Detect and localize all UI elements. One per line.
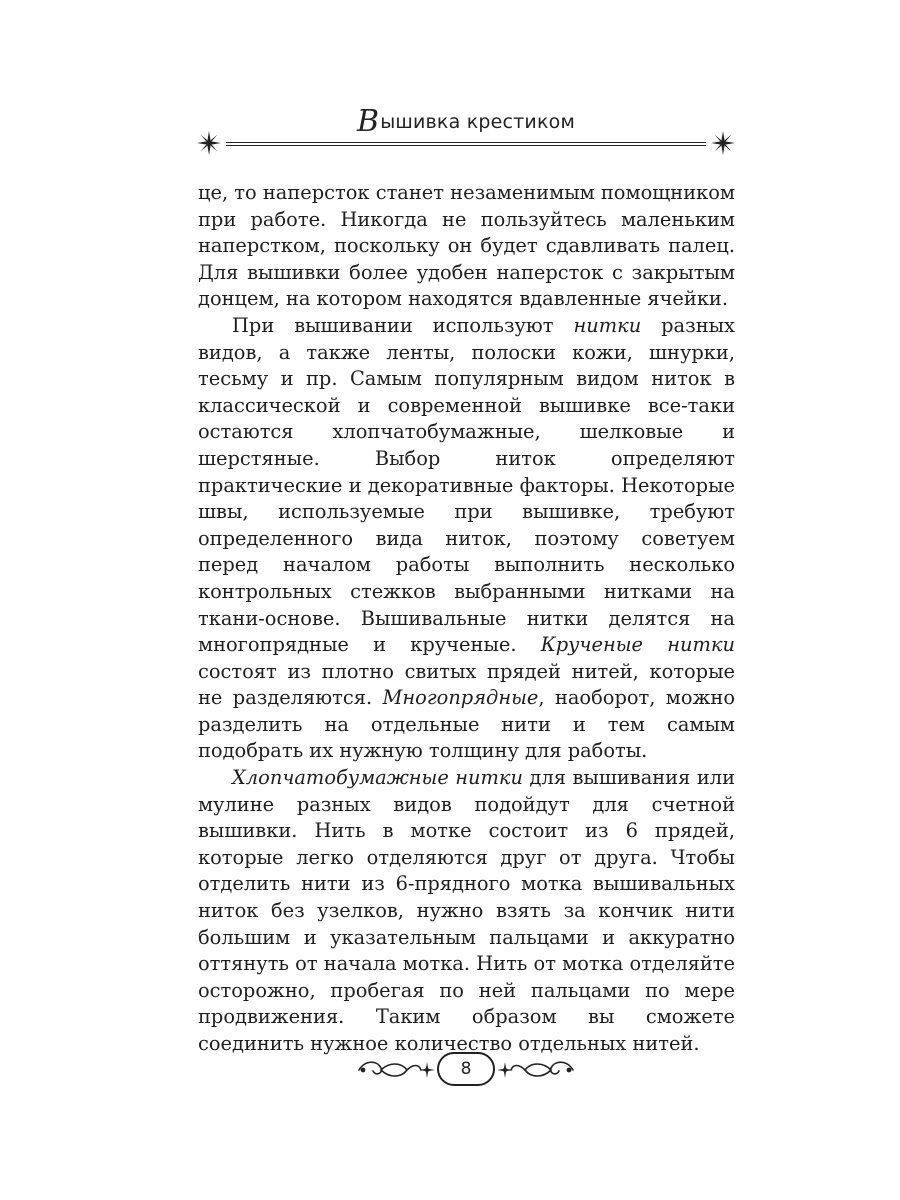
- page-footer: [355, 1048, 577, 1092]
- p2-text: разных видов, а также ленты, полоски кожи, шнурки, тесьму и пр. Самым популярным видом ниток в классической и современной вышивке все-таки остаются хлопчатобумажные, шелковые и шерстяные. Выбор ниток определяют практические и декоративные факторы. Некоторые швы, используемые при вышивке, требуют определенного вида ниток, поэтому советуем перед началом работы выполнить несколько контрольных стежков выбранными нитками на ткани-основе. Вышивальные нитки делятся на многопрядные и крученые.: [198, 313, 735, 657]
- paragraph-3: [198, 765, 735, 1058]
- header-title-initial: В: [356, 104, 380, 139]
- body-text: [198, 180, 735, 1058]
- p2-text: При вышивании используют: [232, 313, 574, 337]
- p2-text: , наоборот, можно разделить на отдельные нити и тем самым подобрать их нужную толщину для работы.: [198, 686, 736, 763]
- page-number: 8: [437, 1052, 495, 1086]
- p2-emphasis: Крученые нитки: [540, 633, 735, 657]
- header-rule: [226, 142, 706, 146]
- p2-emphasis: нитки: [573, 313, 642, 337]
- header-title: [196, 104, 736, 139]
- p2-text: состоят из плотно свитых прядей нитей, которые не разделяются.: [198, 659, 735, 710]
- star-flower-icon: [710, 130, 736, 156]
- p3-text: для вышивания или мулине разных видов подойдут для счетной вышивки. Нить в мотке состоит из 6 прядей, которые легко отделяются друг от друга. Чтобы отделить нити из 6-прядного мотка вышивальных ниток без узелков, нужно взять за кончик нити большим и указательным пальцами и аккуратно оттянуть от начала мотка. Нить от мотка отделяйте осторожно, пробегая по ней пальцами по мере продвижения. Таким образом вы сможете соединить нужное количество отдельных нитей.: [198, 766, 735, 1055]
- flourish-icon: [355, 1052, 435, 1088]
- paragraph-1: це, то наперсток станет незаменимым помощником при работе. Никогда не пользуйтесь маленьким наперстком, поскольку он будет сдавливать палец. Для вышивки более удобен наперсток с закрытым донцем, на котором находятся вдавленные ячейки.: [198, 181, 735, 311]
- paragraph-2: [198, 313, 735, 765]
- p3-emphasis: Хлопчатобумажные нитки: [232, 766, 524, 790]
- p2-emphasis: Многопрядные: [382, 686, 539, 710]
- flourish-icon: [497, 1052, 577, 1088]
- header-title-rest: ышивка крестиком: [380, 111, 576, 133]
- running-header: [196, 98, 736, 162]
